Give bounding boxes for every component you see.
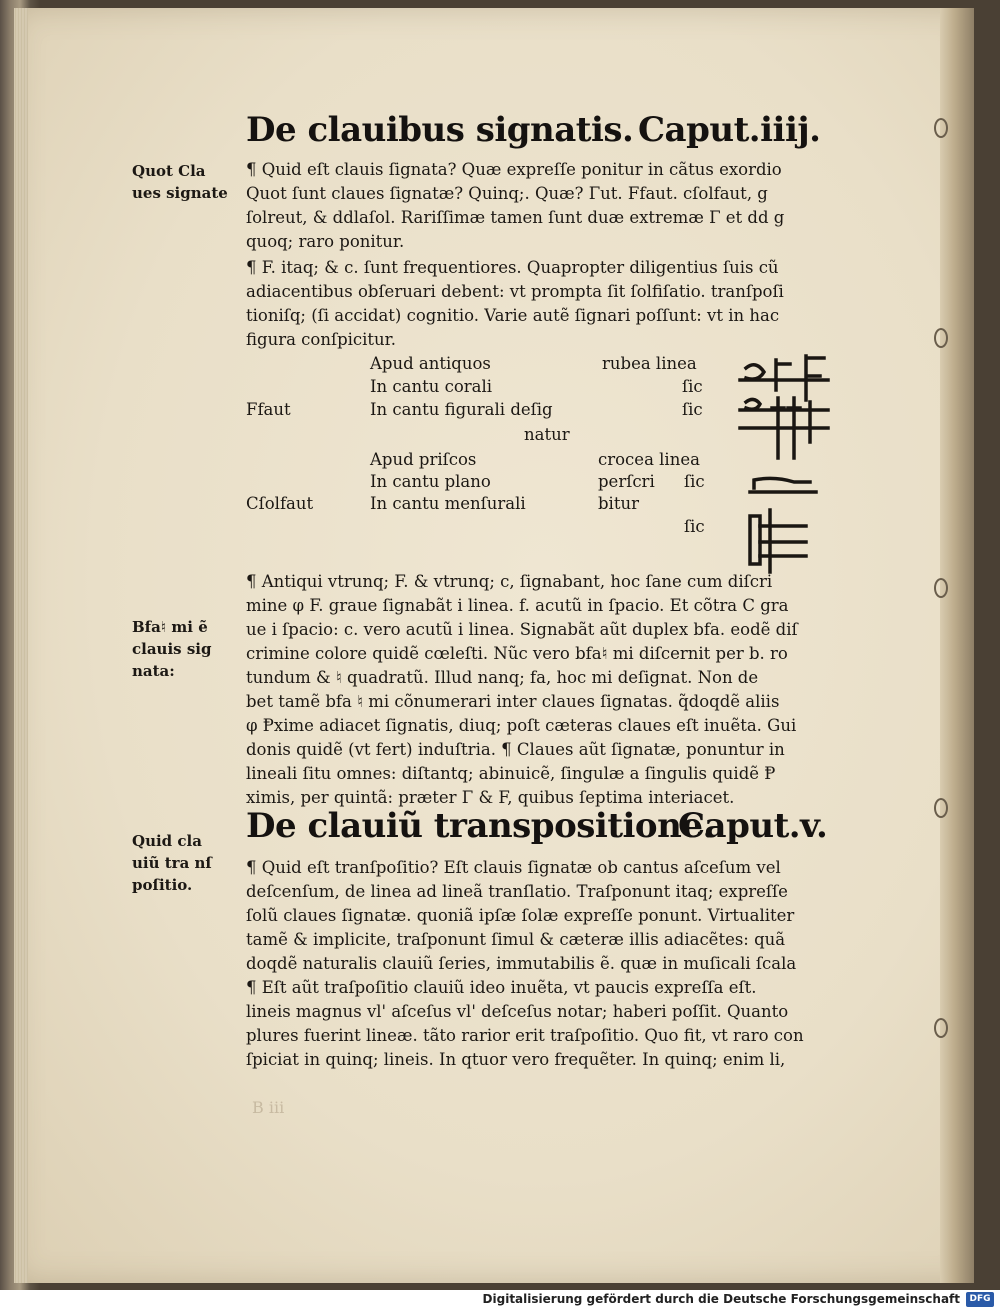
text-line: quoq; raro ponitur. <box>246 232 405 251</box>
text-line: Quot ſunt claues ſignatæ? Quinq;. Quæ? Γut. Ffaut. cſolfaut, g <box>246 184 768 203</box>
figure-right-text: perſcri <box>598 472 655 491</box>
text-line: deſcenſum, de linea ad lineã tranſlatio. Traſponunt itaq; expreſſe <box>246 882 788 901</box>
signature-mark-bleed: B iii <box>252 1098 285 1117</box>
text-line: donis quidẽ (vt fert) induſtria. ¶ Claues aũt ſignatæ, ponuntur in <box>246 740 785 759</box>
heading-chapter: Caput.iiij. <box>638 110 821 150</box>
figure-row: In cantu figurali deſig <box>370 400 553 419</box>
heading-title: De clauiũ transpositione. <box>246 806 714 846</box>
text-line: tamẽ & implicite, traſponunt ſimul & cæteræ illis adiacẽtes: quã <box>246 930 786 949</box>
paragraph-2 <box>246 256 846 352</box>
footer-bar <box>0 1290 1000 1310</box>
margin-line: Quot Cla <box>132 162 206 180</box>
heading-title: De clauibus signatis. <box>246 110 634 150</box>
figure-right-text: ſic <box>684 472 705 491</box>
figure-row: Apud antiquos <box>370 354 491 373</box>
text-line: ue i ſpacio: c. vero acutũ i linea. Signabãt aũt duplex bfa. eodẽ diſ <box>246 620 798 639</box>
text-line: φ Ᵽxime adiacet ſignatis, diuq; poſt cæteras claues eſt inuẽta. Gui <box>246 716 797 735</box>
paragraph-4 <box>246 856 846 1072</box>
margin-line: Bfa♮ mi ẽ <box>132 618 208 636</box>
dfg-logo-icon: DFG <box>966 1292 994 1307</box>
text-line: doqdẽ naturalis clauiũ ſeries, immutabilis ẽ. quæ in muſicali ſcala <box>246 954 797 973</box>
figure-right-text: ſic <box>682 377 703 396</box>
margin-line: uiũ tra nſ <box>132 854 212 872</box>
margin-note-quid-clauium <box>132 830 212 896</box>
figure-right-text: ſic <box>684 517 705 536</box>
text-line: ¶ Eſt aũt traſpoſitio clauiũ ideo inuẽta, vt paucis expreſſa eſt. <box>246 978 757 997</box>
binding-stitch <box>934 328 948 348</box>
figure-row: In cantu plano <box>370 472 491 491</box>
text-line: plures fuerint lineæ. tãto rarior erit traſpoſitio. Quo fit, vt raro con <box>246 1026 804 1045</box>
text-line: ſolũ claues ſignatæ. quoniã ipſæ ſolæ expreſſe ponunt. Virtualiter <box>246 906 795 925</box>
figure-right-text: rubea linea <box>602 354 697 373</box>
margin-line: ues signate <box>132 184 228 202</box>
figure-label-ffaut: Ffaut <box>246 400 291 419</box>
figure-right-text: ſic <box>682 400 703 419</box>
heading-chapter: Caput.v. <box>678 806 828 846</box>
text-line: ¶ Antiqui vtrunq; F. & vtrunq; c, ſignabant, hoc ſane cum diſcri <box>246 572 773 591</box>
text-line: tioniſq; (ſi accidat) cognitio. Varie autẽ ſignari poſſunt: vt in hac <box>246 306 780 325</box>
chapter-heading-5 <box>246 806 836 854</box>
figure-row: natur <box>524 425 570 444</box>
margin-note-quot-claues <box>132 160 228 204</box>
text-line: crimine colore quidẽ cœleſti. Nũc vero bfa♮ mi diſcernit per b. ro <box>246 644 788 663</box>
figure-row: In cantu corali <box>370 377 493 396</box>
text-line: adiacentibus obſeruari debent: vt prompta ſit ſolfiſatio. tranſpoſi <box>246 282 784 301</box>
text-line: figura conſpicitur. <box>246 330 397 349</box>
binding-stitch <box>934 798 948 818</box>
text-line: lineali ſitu omnes: diſtantq; abinuicẽ, ſingulæ a ſingulis quidẽ Ᵽ <box>246 764 776 783</box>
figure-right-text: bitur <box>598 494 639 513</box>
clef-figures-icon <box>736 350 832 580</box>
binding-stitch <box>934 578 948 598</box>
text-line: ſpiciat in quinq; lineis. In qtuor vero frequẽter. In quinq; enim li, <box>246 1050 786 1069</box>
paragraph-3 <box>246 570 846 810</box>
figure-label-csolfaut: Cſolfaut <box>246 494 314 513</box>
text-line: ¶ F. itaq; & c. ſunt frequentiores. Quapropter diligentius ſuis cũ <box>246 258 779 277</box>
margin-line: Quid cla <box>132 832 202 850</box>
text-line: bet tamẽ bfa ♮ mi cõnumerari inter claues ſignatas. q̃doqdẽ aliis <box>246 692 780 711</box>
text-line: ¶ Quid eſt clauis ſignata? Quæ expreſſe ponitur in cãtus exordio <box>246 160 782 179</box>
figure-row: In cantu menſurali <box>370 494 526 513</box>
figure-right-text: crocea linea <box>598 450 700 469</box>
text-line: ximis, per quintã: præter Γ & F, quibus ſeptima interiacet. <box>246 788 735 807</box>
margin-note-bfa-mi <box>132 616 211 682</box>
text-line: mine φ F. graue ſignabãt i linea. f. acutũ in ſpacio. Et cõtra C gra <box>246 596 789 615</box>
margin-line: nata: <box>132 662 175 680</box>
margin-line: poſitio. <box>132 876 193 894</box>
page-edges <box>14 8 28 1283</box>
binding-stitch <box>934 1018 948 1038</box>
text-line: lineis magnus vl' aſceſus vl' deſceſus notar; haberi poſſit. Quanto <box>246 1002 789 1021</box>
text-line: tundum & ♮ quadratũ. Illud nanq; fa, hoc mi deſignat. Non de <box>246 668 759 687</box>
binding-stitch <box>934 118 948 138</box>
text-line: ¶ Quid eſt tranſpoſitio? Eſt clauis ſignatæ ob cantus aſceſum vel <box>246 858 781 877</box>
text-line: ſolreut, & ddlaſol. Rariſſimæ tamen ſunt duæ extremæ Γ et dd g <box>246 208 785 227</box>
figure-row: Apud priſcos <box>370 450 477 469</box>
page-gutter <box>940 8 974 1283</box>
margin-line: clauis sig <box>132 640 212 658</box>
chapter-heading-4 <box>246 110 836 158</box>
footer-credit: Digitalisierung gefördert durch die Deutsche Forschungsgemeinschaft <box>482 1292 960 1306</box>
paragraph-1 <box>246 158 846 254</box>
